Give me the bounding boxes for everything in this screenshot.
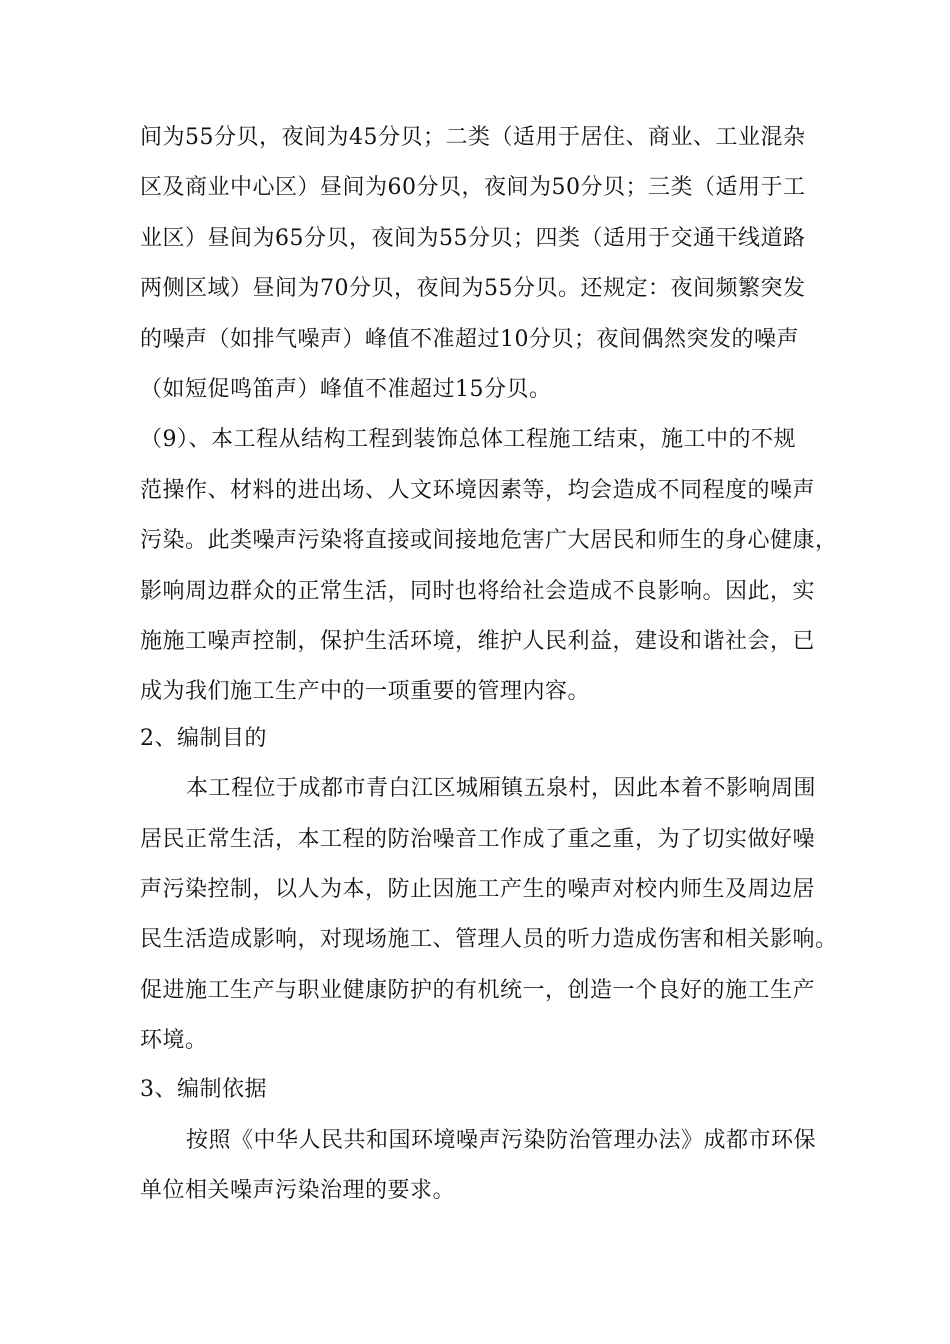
text-line: 环境。 [140, 1028, 208, 1053]
text-line: 成为我们施工生产中的一项重要的管理内容。 [140, 679, 591, 704]
text-line: 声污染控制，以人为本，防止因施工产生的噪声对校内师生及周边居 [140, 877, 816, 902]
text-line: 居民正常生活，本工程的防治噪音工作成了重之重，为了切实做好噪 [140, 827, 816, 852]
text-line: 污染。此类噪声污染将直接或间接地危害广大居民和师生的身心健康， [140, 528, 838, 553]
text-line: 施施工噪声控制，保护生活环境，维护人民利益，建设和谐社会，已 [140, 629, 816, 654]
text-line: 促进施工生产与职业健康防护的有机统一，创造一个良好的施工生产 [140, 978, 816, 1003]
section-heading: 3、编制依据 [140, 1077, 267, 1102]
text-line: 按照《中华人民共和国环境噪声污染防治管理办法》成都市环保 [186, 1128, 817, 1153]
text-line: 业区）昼间为65分贝，夜间为55分贝；四类（适用于交通干线道路 [140, 226, 806, 251]
text-line: 单位相关噪声污染治理的要求。 [140, 1178, 456, 1203]
text-line: 范操作、材料的进出场、人文环境因素等，均会造成不同程度的噪声 [140, 478, 816, 503]
text-line: 的噪声（如排气噪声）峰值不准超过10分贝；夜间偶然突发的噪声 [140, 327, 799, 352]
text-line: 间为55分贝，夜间为45分贝；二类（适用于居住、商业、工业混杂 [140, 125, 806, 150]
text-line: （9）、本工程从结构工程到装饰总体工程施工结束，施工中的不规 [140, 427, 796, 452]
text-line: （如短促鸣笛声）峰值不准超过15分贝。 [140, 377, 552, 402]
text-line: 民生活造成影响，对现场施工、管理人员的听力造成伤害和相关影响。 [140, 927, 838, 952]
text-line: 影响周边群众的正常生活，同时也将给社会造成不良影响。因此，实 [140, 579, 816, 604]
section-heading: 2、编制目的 [140, 726, 267, 751]
text-line: 两侧区域）昼间为70分贝，夜间为55分贝。还规定：夜间频繁突发 [140, 276, 806, 301]
text-line: 本工程位于成都市青白江区城厢镇五泉村，因此本着不影响周围 [186, 776, 817, 801]
text-line: 区及商业中心区）昼间为60分贝，夜间为50分贝；三类（适用于工 [140, 175, 806, 200]
